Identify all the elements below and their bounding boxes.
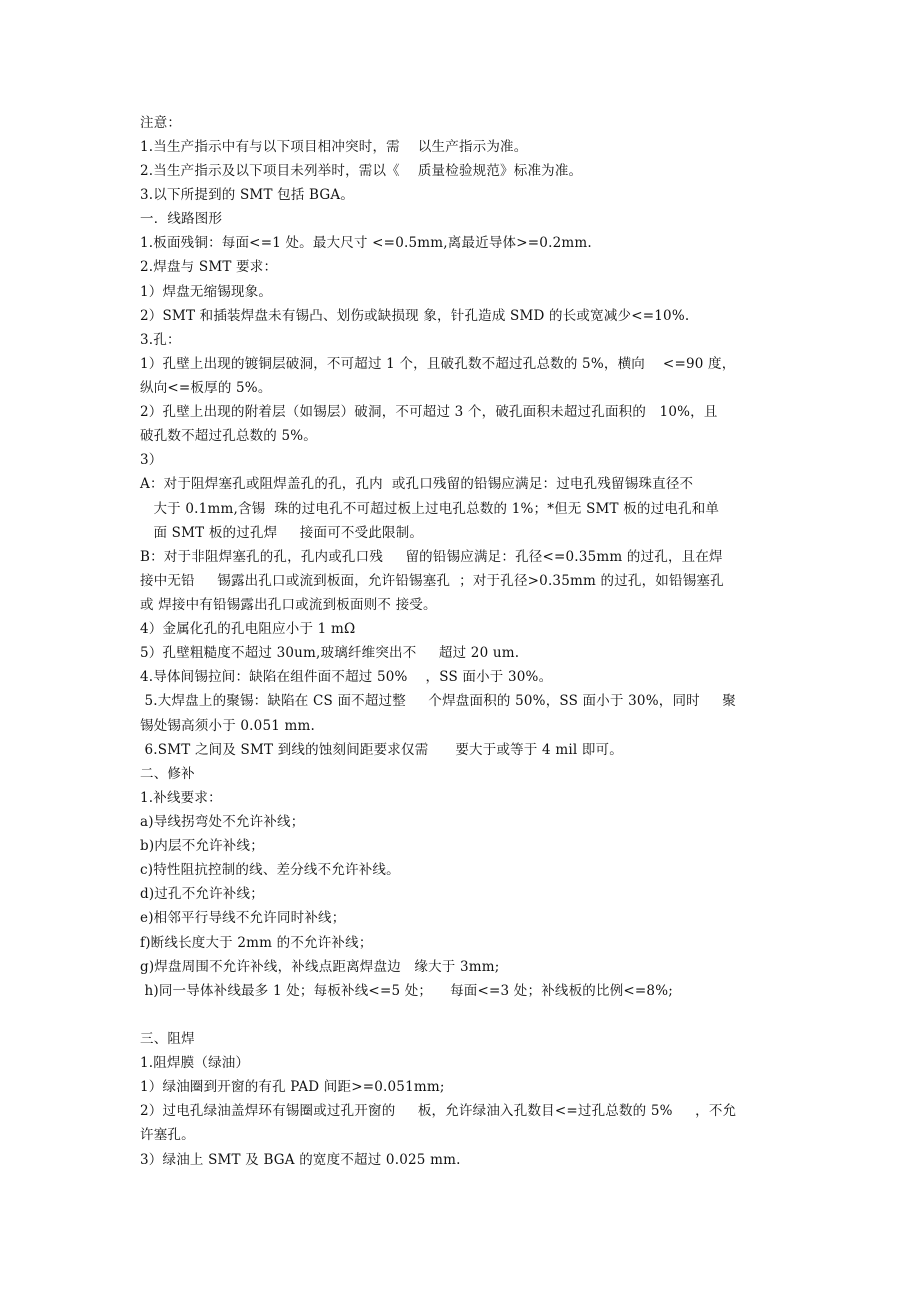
text-line: 1.补线要求： xyxy=(140,790,222,806)
text-line: c)特性阻抗控制的线、差分线不允许补线。 xyxy=(140,862,400,878)
text-line: 2）孔壁上出现的附着层（如锡层）破洞，不可超过 3 个，破孔面积未超过孔面积的 10%，且 xyxy=(140,404,718,420)
note-item-2: 2.当生产指示及以下项目未列举时，需以《 质量检验规范》标准为准。 xyxy=(140,163,583,179)
text-line: 1.板面残铜：每面<=1 处。最大尺寸 <=0.5mm,离最近导体>=0.2mm. xyxy=(140,235,592,251)
section1-title: 一．线路图形 xyxy=(140,211,223,227)
text-line: a)导线拐弯处不允许补线； xyxy=(140,814,305,830)
section3-title: 三、阻焊 xyxy=(140,1031,195,1047)
text-line: h)同一导体补线最多 1 处；每板补线<=5 处； 每面<=3 处；补线板的比例<=8%; xyxy=(140,983,673,999)
text-line: 1）孔壁上出现的镀铜层破洞，不可超过 1 个，且破孔数不超过孔总数的 5%，横向 <=90 度， xyxy=(140,356,736,372)
text-line: 面 SMT 板的过孔焊 接面可不受此限制。 xyxy=(140,525,424,541)
text-line: 6.SMT 之间及 SMT 到线的蚀刻间距要求仅需 要大于或等于 4 mil 即可。 xyxy=(140,742,623,758)
text-line: 1.阻焊膜（绿油） xyxy=(140,1055,250,1071)
text-line: 锡处锡高须小于 0.051 mm. xyxy=(140,718,316,734)
text-line: 或 焊接中有铅锡露出孔口或流到板面则不 接受。 xyxy=(140,597,437,613)
text-line: 破孔数不超过孔总数的 5%。 xyxy=(140,428,318,444)
text-line: g)焊盘周围不允许补线，补线点距离焊盘边 缘大于 3mm; xyxy=(140,959,500,975)
text-line: 大于 0.1mm,含锡 珠的过电孔不可超过板上过电孔总数的 1%；*但无 SMT 板的过电孔和单 xyxy=(140,501,720,517)
text-line: 接中无铅 锡露出孔口或流到板面，允许铅锡塞孔 ；对于孔径>0.35mm 的过孔，如铅锡塞孔 xyxy=(140,573,724,589)
text-line: d)过孔不允许补线； xyxy=(140,886,264,902)
note-item-1: 1.当生产指示中有与以下项目相冲突时，需 以生产指示为准。 xyxy=(140,139,528,155)
text-line: 4.导体间锡拉间：缺陷在组件面不超过 50% ，SS 面小于 30%。 xyxy=(140,669,553,685)
text-line: 5.大焊盘上的聚锡：缺陷在 CS 面不超过整 个焊盘面积的 50%，SS 面小于 30%，同时 聚 xyxy=(140,693,736,709)
note-item-3: 3.以下所提到的 SMT 包括 BGA。 xyxy=(140,187,355,203)
text-line: e)相邻平行导线不允许同时补线； xyxy=(140,910,346,926)
text-line: B：对于非阻焊塞孔的孔，孔内或孔口残 留的铅锡应满足：孔径<=0.35mm 的过孔，且在焊 xyxy=(140,549,723,565)
text-line: 3.孔： xyxy=(140,332,181,348)
text-line: 5）孔壁粗糙度不超过 30um,玻璃纤维突出不 超过 20 um. xyxy=(140,645,520,661)
text-line: 4）金属化孔的孔电阻应小于 1 mΩ xyxy=(140,621,356,637)
text-line: 2）SMT 和插装焊盘未有锡凸、划伤或缺损现 象，针孔造成 SMD 的长或宽减少<=10%. xyxy=(140,308,690,324)
text-line: 3）绿油上 SMT 及 BGA 的宽度不超过 0.025 mm. xyxy=(140,1152,461,1168)
section2-title: 二、修补 xyxy=(140,766,195,782)
text-line: 2）过电孔绿油盖焊环有锡圈或过孔开窗的 板，允许绿油入孔数目<=过孔总数的 5% ，不允 xyxy=(140,1103,737,1119)
text-line: 3） xyxy=(140,452,163,468)
text-line: 纵向<=板厚的 5%。 xyxy=(140,380,272,396)
text-line: 1）焊盘无缩锡现象。 xyxy=(140,284,273,300)
notes-heading: 注意： xyxy=(140,115,182,131)
text-line: 1）绿油圈到开窗的有孔 PAD 间距>=0.051mm; xyxy=(140,1079,445,1095)
text-line: 许塞孔。 xyxy=(140,1127,195,1143)
text-line: A：对于阻焊塞孔或阻焊盖孔的孔，孔内 或孔口残留的铅锡应满足：过电孔残留锡珠直径不 xyxy=(140,476,694,492)
text-line: 2.焊盘与 SMT 要求： xyxy=(140,259,278,275)
text-line: b)内层不允许补线； xyxy=(140,838,264,854)
text-line: f)断线长度大于 2mm 的不允许补线； xyxy=(140,935,373,951)
